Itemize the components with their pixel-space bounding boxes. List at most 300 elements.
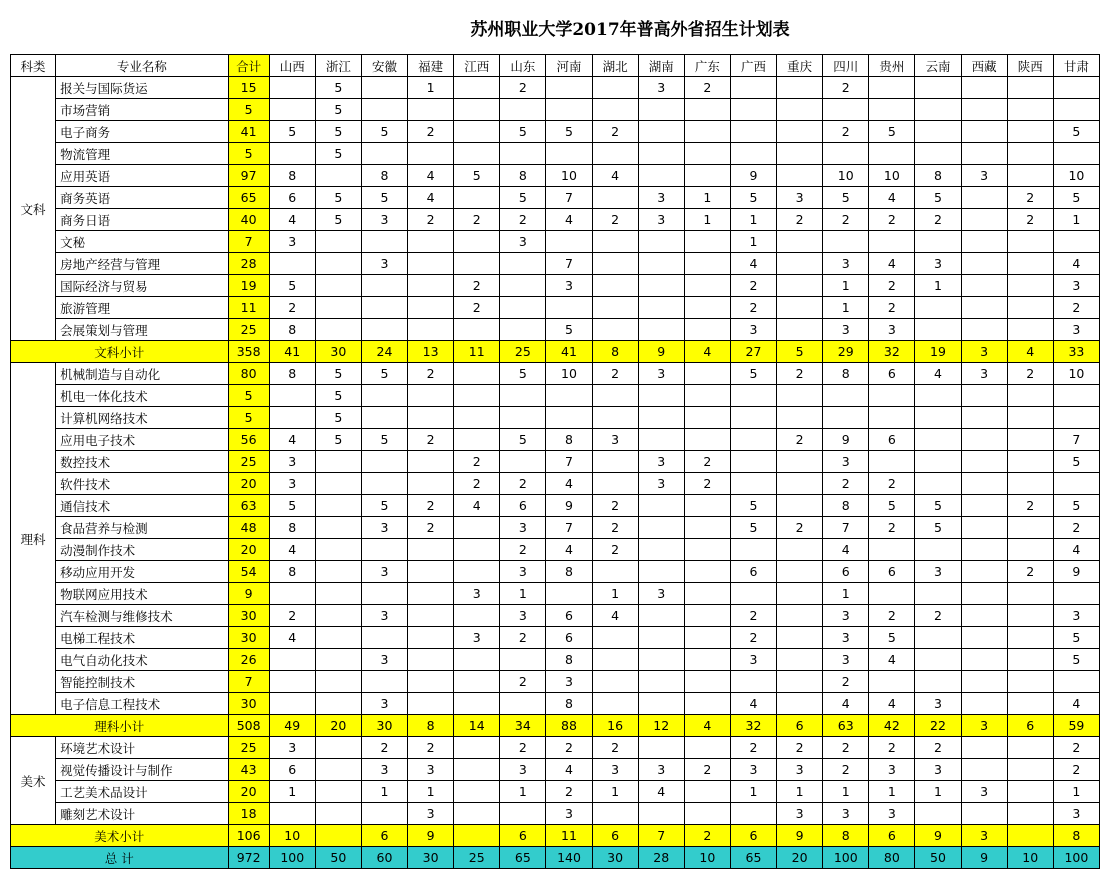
quota-cell: 4 xyxy=(730,693,776,715)
quota-cell: 4 xyxy=(408,187,454,209)
quota-cell xyxy=(1007,451,1053,473)
quota-cell: 1 xyxy=(823,583,869,605)
quota-cell xyxy=(777,77,823,99)
subtotal-cell: 88 xyxy=(546,715,592,737)
quota-cell xyxy=(823,407,869,429)
major-name-cell: 商务日语 xyxy=(56,209,228,231)
quota-cell xyxy=(777,649,823,671)
subtotal-cell: 20 xyxy=(315,715,361,737)
quota-cell: 4 xyxy=(869,693,915,715)
major-total-cell: 5 xyxy=(228,143,269,165)
quota-cell: 2 xyxy=(823,473,869,495)
subtotal-cell: 6 xyxy=(730,825,776,847)
table-row xyxy=(11,209,1100,231)
subtotal-cell: 6 xyxy=(869,825,915,847)
quota-cell xyxy=(684,165,730,187)
header-province: 云南 xyxy=(915,55,961,77)
quota-cell: 2 xyxy=(592,495,638,517)
subtotal-cell xyxy=(315,825,361,847)
enrollment-plan-table xyxy=(10,54,1100,869)
major-total-cell: 18 xyxy=(228,803,269,825)
quota-cell: 7 xyxy=(1053,429,1099,451)
quota-cell: 3 xyxy=(269,451,315,473)
quota-cell xyxy=(684,649,730,671)
quota-cell: 10 xyxy=(869,165,915,187)
quota-cell xyxy=(684,407,730,429)
major-total-cell: 80 xyxy=(228,363,269,385)
quota-cell: 4 xyxy=(730,253,776,275)
quota-cell: 3 xyxy=(915,759,961,781)
grand-total-cell: 100 xyxy=(823,847,869,869)
subtotal-cell: 3 xyxy=(961,715,1007,737)
quota-cell xyxy=(315,803,361,825)
quota-cell xyxy=(638,495,684,517)
table-row xyxy=(11,759,1100,781)
quota-cell: 3 xyxy=(361,759,407,781)
subtotal-cell: 30 xyxy=(361,715,407,737)
quota-cell: 3 xyxy=(592,429,638,451)
quota-cell xyxy=(361,407,407,429)
quota-cell: 1 xyxy=(408,781,454,803)
quota-cell xyxy=(730,143,776,165)
quota-cell xyxy=(592,649,638,671)
quota-cell xyxy=(961,583,1007,605)
major-name-cell: 电梯工程技术 xyxy=(56,627,228,649)
quota-cell: 2 xyxy=(592,363,638,385)
subtotal-total: 358 xyxy=(228,341,269,363)
subtotal-cell: 34 xyxy=(500,715,546,737)
quota-cell xyxy=(408,319,454,341)
quota-cell xyxy=(361,319,407,341)
quota-cell xyxy=(315,759,361,781)
quota-cell: 5 xyxy=(915,495,961,517)
quota-cell xyxy=(408,275,454,297)
quota-cell xyxy=(269,99,315,121)
quota-cell xyxy=(269,803,315,825)
subtotal-cell: 19 xyxy=(915,341,961,363)
quota-cell: 2 xyxy=(915,737,961,759)
quota-cell: 8 xyxy=(269,165,315,187)
quota-cell: 5 xyxy=(823,187,869,209)
quota-cell: 2 xyxy=(730,737,776,759)
quota-cell: 2 xyxy=(361,737,407,759)
quota-cell xyxy=(684,121,730,143)
quota-cell xyxy=(961,539,1007,561)
grand-total-cell: 28 xyxy=(638,847,684,869)
quota-cell: 8 xyxy=(915,165,961,187)
major-total-cell: 56 xyxy=(228,429,269,451)
quota-cell xyxy=(454,737,500,759)
major-total-cell: 97 xyxy=(228,165,269,187)
quota-cell: 8 xyxy=(823,495,869,517)
subtotal-cell: 11 xyxy=(454,341,500,363)
subtotal-cell: 7 xyxy=(638,825,684,847)
quota-cell: 4 xyxy=(269,627,315,649)
quota-cell xyxy=(592,803,638,825)
subtotal-cell: 13 xyxy=(408,341,454,363)
quota-cell xyxy=(592,473,638,495)
quota-cell xyxy=(684,429,730,451)
quota-cell xyxy=(777,319,823,341)
quota-cell xyxy=(269,671,315,693)
quota-cell xyxy=(638,253,684,275)
quota-cell: 3 xyxy=(546,671,592,693)
quota-cell xyxy=(269,253,315,275)
quota-cell xyxy=(592,275,638,297)
major-name-cell: 应用英语 xyxy=(56,165,228,187)
header-province: 广西 xyxy=(730,55,776,77)
quota-cell: 5 xyxy=(500,121,546,143)
subtotal-cell: 30 xyxy=(315,341,361,363)
subtotal-cell: 4 xyxy=(684,715,730,737)
quota-cell xyxy=(1053,407,1099,429)
quota-cell: 1 xyxy=(269,781,315,803)
quota-cell: 3 xyxy=(500,605,546,627)
quota-cell xyxy=(500,143,546,165)
quota-cell xyxy=(1053,473,1099,495)
quota-cell xyxy=(454,253,500,275)
quota-cell: 2 xyxy=(408,429,454,451)
quota-cell xyxy=(638,605,684,627)
quota-cell: 10 xyxy=(546,165,592,187)
quota-cell: 3 xyxy=(869,803,915,825)
table-row xyxy=(11,605,1100,627)
quota-cell xyxy=(961,209,1007,231)
quota-cell xyxy=(777,407,823,429)
quota-cell xyxy=(269,649,315,671)
quota-cell: 2 xyxy=(823,671,869,693)
major-total-cell: 11 xyxy=(228,297,269,319)
quota-cell xyxy=(777,561,823,583)
quota-cell xyxy=(961,473,1007,495)
quota-cell: 3 xyxy=(823,451,869,473)
quota-cell: 5 xyxy=(315,429,361,451)
header-province: 湖北 xyxy=(592,55,638,77)
quota-cell xyxy=(1053,143,1099,165)
grand-total-label: 总 计 xyxy=(11,847,229,869)
table-row xyxy=(11,693,1100,715)
quota-cell xyxy=(869,99,915,121)
quota-cell xyxy=(454,561,500,583)
quota-cell: 2 xyxy=(869,275,915,297)
quota-cell: 5 xyxy=(869,121,915,143)
quota-cell xyxy=(592,561,638,583)
quota-cell xyxy=(592,187,638,209)
quota-cell xyxy=(777,275,823,297)
quota-cell xyxy=(869,77,915,99)
subtotal-cell: 49 xyxy=(269,715,315,737)
quota-cell: 2 xyxy=(408,121,454,143)
subtotal-cell: 6 xyxy=(777,715,823,737)
quota-cell xyxy=(361,671,407,693)
quota-cell: 2 xyxy=(454,209,500,231)
table-row xyxy=(11,627,1100,649)
quota-cell: 2 xyxy=(500,671,546,693)
subtotal-cell: 9 xyxy=(915,825,961,847)
quota-cell: 2 xyxy=(500,209,546,231)
quota-cell xyxy=(315,605,361,627)
quota-cell xyxy=(1007,407,1053,429)
grand-total-cell: 60 xyxy=(361,847,407,869)
subtotal-label: 美术小计 xyxy=(11,825,229,847)
quota-cell xyxy=(961,99,1007,121)
quota-cell xyxy=(961,649,1007,671)
quota-cell xyxy=(546,407,592,429)
quota-cell xyxy=(915,231,961,253)
quota-cell xyxy=(961,143,1007,165)
quota-cell xyxy=(638,803,684,825)
quota-cell xyxy=(408,253,454,275)
major-name-cell: 机械制造与自动化 xyxy=(56,363,228,385)
quota-cell: 5 xyxy=(315,209,361,231)
table-row xyxy=(11,363,1100,385)
quota-cell: 6 xyxy=(869,363,915,385)
quota-cell: 2 xyxy=(592,737,638,759)
quota-cell: 4 xyxy=(546,473,592,495)
quota-cell: 2 xyxy=(823,121,869,143)
header-province: 甘肃 xyxy=(1053,55,1099,77)
subtotal-row xyxy=(11,715,1100,737)
quota-cell: 8 xyxy=(361,165,407,187)
major-name-cell: 物联网应用技术 xyxy=(56,583,228,605)
quota-cell xyxy=(869,407,915,429)
quota-cell xyxy=(500,803,546,825)
quota-cell xyxy=(1007,297,1053,319)
grand-total-cell: 65 xyxy=(500,847,546,869)
major-total-cell: 30 xyxy=(228,693,269,715)
subtotal-cell: 32 xyxy=(730,715,776,737)
quota-cell xyxy=(684,385,730,407)
quota-cell xyxy=(915,539,961,561)
quota-cell: 8 xyxy=(269,561,315,583)
quota-cell xyxy=(638,649,684,671)
quota-cell: 1 xyxy=(500,583,546,605)
major-total-cell: 7 xyxy=(228,671,269,693)
quota-cell xyxy=(638,517,684,539)
header-row xyxy=(11,55,1100,77)
quota-cell: 6 xyxy=(546,627,592,649)
quota-cell: 3 xyxy=(361,605,407,627)
quota-cell xyxy=(638,561,684,583)
quota-cell: 1 xyxy=(915,275,961,297)
quota-cell: 7 xyxy=(823,517,869,539)
quota-cell xyxy=(454,385,500,407)
quota-cell xyxy=(454,429,500,451)
quota-cell xyxy=(684,737,730,759)
subtotal-cell: 6 xyxy=(1007,715,1053,737)
quota-cell: 3 xyxy=(454,627,500,649)
quota-cell: 3 xyxy=(730,649,776,671)
quota-cell xyxy=(915,473,961,495)
quota-cell: 4 xyxy=(269,429,315,451)
quota-cell xyxy=(961,187,1007,209)
quota-cell xyxy=(361,143,407,165)
quota-cell xyxy=(1007,275,1053,297)
quota-cell xyxy=(730,121,776,143)
quota-cell xyxy=(915,385,961,407)
quota-cell xyxy=(592,385,638,407)
quota-cell xyxy=(592,693,638,715)
subtotal-label: 文科小计 xyxy=(11,341,229,363)
quota-cell: 5 xyxy=(730,495,776,517)
quota-cell xyxy=(546,77,592,99)
quota-cell: 5 xyxy=(1053,649,1099,671)
quota-cell: 8 xyxy=(546,429,592,451)
quota-cell: 2 xyxy=(546,781,592,803)
quota-cell xyxy=(777,693,823,715)
quota-cell: 3 xyxy=(408,759,454,781)
quota-cell xyxy=(1053,583,1099,605)
quota-cell xyxy=(777,297,823,319)
quota-cell: 3 xyxy=(915,693,961,715)
quota-cell xyxy=(869,671,915,693)
quota-cell xyxy=(684,253,730,275)
quota-cell: 10 xyxy=(823,165,869,187)
quota-cell xyxy=(823,143,869,165)
quota-cell xyxy=(315,319,361,341)
subtotal-cell: 41 xyxy=(546,341,592,363)
quota-cell xyxy=(915,77,961,99)
subtotal-cell: 22 xyxy=(915,715,961,737)
quota-cell xyxy=(684,99,730,121)
header-province: 广东 xyxy=(684,55,730,77)
quota-cell: 2 xyxy=(684,451,730,473)
quota-cell: 2 xyxy=(500,737,546,759)
quota-cell: 2 xyxy=(408,517,454,539)
quota-cell xyxy=(961,275,1007,297)
quota-cell: 2 xyxy=(823,77,869,99)
quota-cell xyxy=(1053,77,1099,99)
quota-cell xyxy=(592,77,638,99)
quota-cell xyxy=(408,143,454,165)
major-total-cell: 54 xyxy=(228,561,269,583)
quota-cell xyxy=(638,143,684,165)
header-province: 浙江 xyxy=(315,55,361,77)
quota-cell xyxy=(961,429,1007,451)
quota-cell xyxy=(408,649,454,671)
quota-cell: 2 xyxy=(592,539,638,561)
quota-cell: 9 xyxy=(730,165,776,187)
quota-cell xyxy=(777,671,823,693)
quota-cell: 2 xyxy=(777,429,823,451)
quota-cell: 5 xyxy=(269,121,315,143)
quota-cell xyxy=(684,803,730,825)
header-province: 山西 xyxy=(269,55,315,77)
quota-cell xyxy=(500,253,546,275)
quota-cell xyxy=(315,495,361,517)
quota-cell: 2 xyxy=(730,275,776,297)
quota-cell xyxy=(777,253,823,275)
subtotal-cell: 41 xyxy=(269,341,315,363)
quota-cell: 4 xyxy=(454,495,500,517)
quota-cell xyxy=(777,121,823,143)
quota-cell xyxy=(454,605,500,627)
major-total-cell: 20 xyxy=(228,781,269,803)
quota-cell xyxy=(684,671,730,693)
grand-total-cell: 30 xyxy=(592,847,638,869)
quota-cell: 3 xyxy=(777,759,823,781)
major-total-cell: 5 xyxy=(228,99,269,121)
subtotal-cell: 33 xyxy=(1053,341,1099,363)
quota-cell xyxy=(408,693,454,715)
quota-cell: 1 xyxy=(500,781,546,803)
table-row xyxy=(11,517,1100,539)
quota-cell: 3 xyxy=(961,165,1007,187)
subtotal-cell: 8 xyxy=(408,715,454,737)
major-total-cell: 25 xyxy=(228,319,269,341)
major-name-cell: 应用电子技术 xyxy=(56,429,228,451)
quota-cell: 5 xyxy=(730,363,776,385)
subtotal-cell: 8 xyxy=(1053,825,1099,847)
subtotal-cell: 29 xyxy=(823,341,869,363)
quota-cell: 5 xyxy=(315,363,361,385)
quota-cell xyxy=(454,77,500,99)
quota-cell xyxy=(730,539,776,561)
quota-cell xyxy=(869,385,915,407)
quota-cell: 5 xyxy=(869,495,915,517)
quota-cell: 5 xyxy=(500,187,546,209)
quota-cell: 8 xyxy=(546,649,592,671)
quota-cell: 3 xyxy=(915,253,961,275)
quota-cell: 3 xyxy=(361,517,407,539)
quota-cell xyxy=(777,495,823,517)
quota-cell: 8 xyxy=(546,693,592,715)
quota-cell xyxy=(500,275,546,297)
quota-cell: 6 xyxy=(269,187,315,209)
quota-cell: 2 xyxy=(730,605,776,627)
quota-cell: 1 xyxy=(361,781,407,803)
quota-cell: 2 xyxy=(1053,759,1099,781)
quota-cell xyxy=(915,583,961,605)
quota-cell: 3 xyxy=(500,231,546,253)
quota-cell xyxy=(730,451,776,473)
quota-cell: 8 xyxy=(500,165,546,187)
quota-cell xyxy=(684,275,730,297)
quota-cell xyxy=(454,363,500,385)
page-title: 苏州职业大学2017年普高外省招生计划表 xyxy=(470,20,790,40)
subtotal-cell: 9 xyxy=(777,825,823,847)
quota-cell xyxy=(915,407,961,429)
quota-cell xyxy=(777,539,823,561)
quota-cell: 5 xyxy=(454,165,500,187)
major-name-cell: 工艺美术品设计 xyxy=(56,781,228,803)
quota-cell: 2 xyxy=(869,297,915,319)
quota-cell: 4 xyxy=(1053,539,1099,561)
quota-cell: 3 xyxy=(869,759,915,781)
quota-cell xyxy=(961,319,1007,341)
subtotal-cell: 4 xyxy=(684,341,730,363)
quota-cell xyxy=(684,517,730,539)
grand-total-cell: 100 xyxy=(1053,847,1099,869)
quota-cell xyxy=(361,803,407,825)
quota-cell xyxy=(684,319,730,341)
quota-cell: 3 xyxy=(546,803,592,825)
quota-cell: 5 xyxy=(546,319,592,341)
quota-cell xyxy=(1007,473,1053,495)
subtotal-total: 106 xyxy=(228,825,269,847)
major-total-cell: 25 xyxy=(228,737,269,759)
quota-cell xyxy=(269,77,315,99)
quota-cell xyxy=(730,473,776,495)
quota-cell: 3 xyxy=(361,649,407,671)
quota-cell xyxy=(961,803,1007,825)
quota-cell: 1 xyxy=(823,781,869,803)
quota-cell: 8 xyxy=(269,363,315,385)
quota-cell: 1 xyxy=(823,275,869,297)
quota-cell xyxy=(961,671,1007,693)
quota-cell xyxy=(1007,143,1053,165)
quota-cell xyxy=(1007,781,1053,803)
